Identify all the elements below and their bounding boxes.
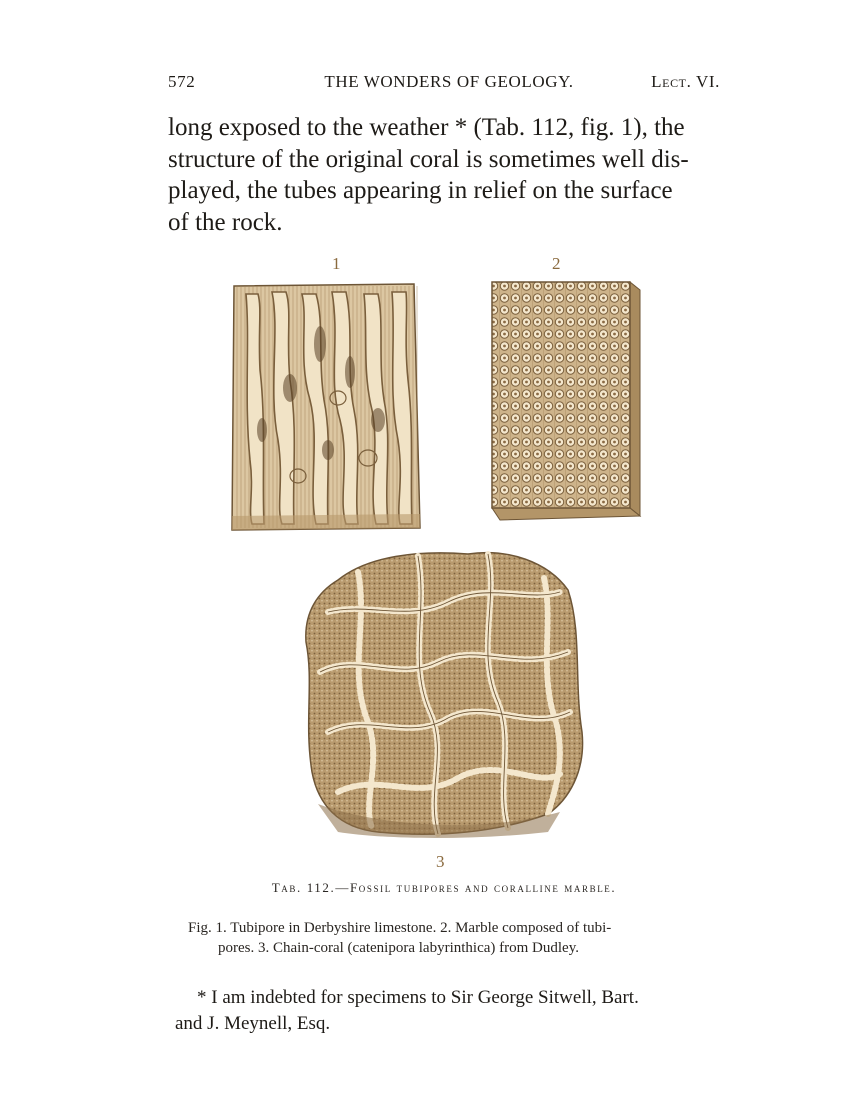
tubipore-limestone-illustration — [228, 280, 424, 532]
page-number: 572 — [168, 72, 196, 91]
lecture-label: Lect. VI. — [651, 72, 720, 91]
body-line: structure of the original coral is sometimes well dis- — [168, 145, 689, 173]
caption-line: pores. 3. Chain-coral (catenipora labyrinthica) from Dudley. — [218, 940, 579, 956]
footnote — [175, 985, 720, 1037]
body-line: long exposed to the weather * (Tab. 112, fig. 1), the — [168, 114, 685, 141]
figure-1-number: 1 — [332, 254, 341, 273]
running-head — [168, 72, 720, 96]
body-line: played, the tubes appearing in relief on the surface — [168, 177, 673, 204]
running-title: THE WONDERS OF GEOLOGY. — [324, 72, 574, 91]
tubipore-marble-illustration — [488, 280, 644, 522]
figure-2-number: 2 — [552, 254, 561, 273]
body-paragraph — [168, 112, 720, 238]
figure-3-number: 3 — [436, 852, 445, 871]
plate-caption-description — [188, 918, 720, 958]
footnote-line: * I am indebted for specimens to Sir George Sitwell, Bart. — [197, 987, 639, 1008]
footnote-line: and J. Meynell, Esq. — [175, 1013, 331, 1034]
body-line: of the rock. — [168, 208, 283, 236]
chain-coral-illustration — [298, 542, 586, 842]
plate-caption-title: Tab. 112.—Fossil tubipores and coralline marble. — [271, 880, 617, 895]
caption-line: Fig. 1. Tubipore in Derbyshire limestone. 2. Marble composed of tubi- — [188, 920, 612, 936]
